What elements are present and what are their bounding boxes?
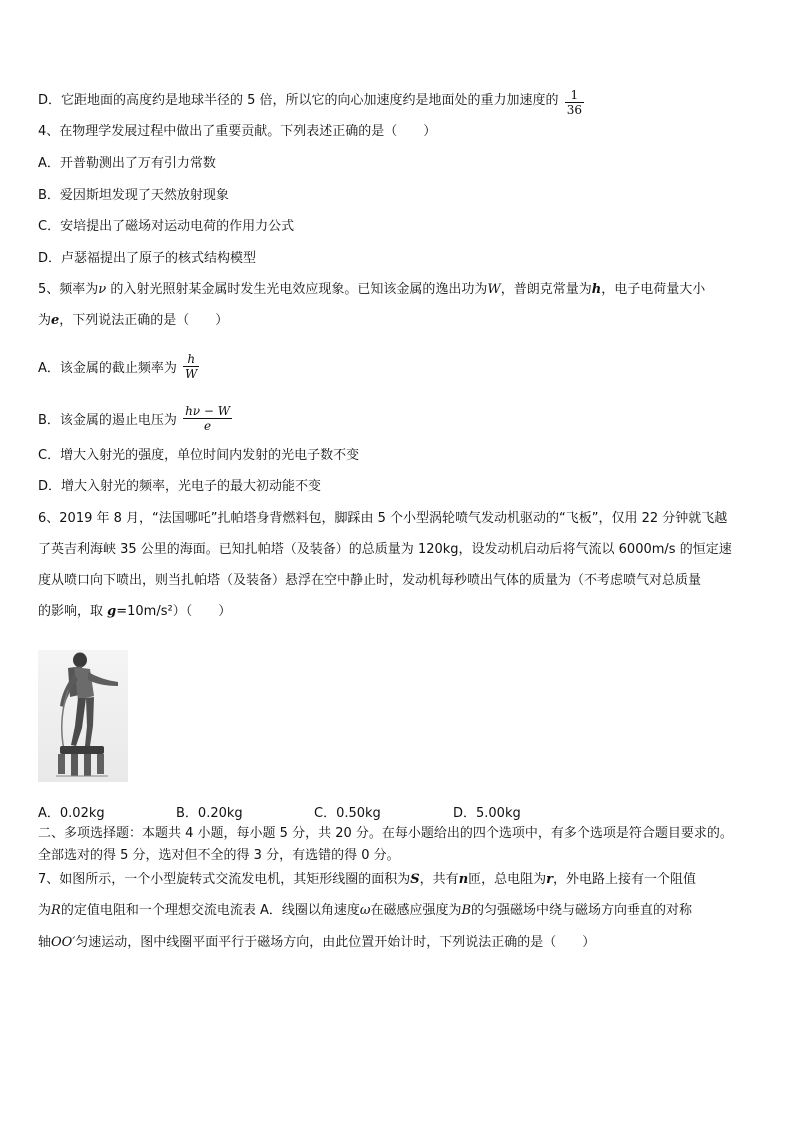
math-r-upper: R [51,903,61,918]
math-g: g [107,604,117,619]
math-b: B [461,903,472,918]
q5-stem-line-2 [38,313,228,329]
text-segment: 5、频率为 [38,282,99,297]
text-segment: 的入射光照射某金属时发生光电效应现象。已知该金属的逸出功为 [110,282,488,297]
q4-option-d: D．卢瑟福提出了原子的核式结构模型 [38,251,257,266]
q4-option-c: C．安培提出了磁场对运动电荷的作用力公式 [38,219,295,234]
q6-option-a: A．0.02kg [38,806,105,821]
fraction-1-36 [565,88,584,117]
math-omega: ω [359,903,371,918]
q5-option-a [38,352,199,381]
text-segment: ，共有 [419,872,459,887]
text-segment: 的定值电阻和一个理想交流电流表 A．线圈以角速度 [60,903,360,918]
q6-option-b: B．0.20kg [176,806,243,821]
q4-option-a: A．开普勒测出了万有引力常数 [38,156,216,171]
q5-option-b-text: B．该金属的遏止电压为 [38,413,177,428]
q6-stem-line-1: 6、2019 年 8 月，“法国哪吒”扎帕塔身背燃料包，脚踩由 5 个小型涡轮喷气发动机驱动的“飞板”，仅用 22 分钟就飞越 [38,511,728,526]
text-segment: 为 [38,313,52,328]
q3-option-d [38,88,584,117]
q6-stem-line-2: 了英吉利海峡 35 公里的海面。已知扎帕塔（及装备）的总质量为 120kg，设发动机启动后将气流以 6000m/s 的恒定速 [38,542,732,557]
q5-stem-line-1 [38,282,705,298]
text-segment: 7、如图所示，一个小型旋转式交流发电机，其矩形线圈的面积为 [38,872,411,887]
text-segment: ，下列说法正确的是（ ） [59,313,229,328]
fraction-denominator: e [204,419,212,433]
q6-option-d: D．5.00kg [453,806,521,821]
text-segment: 轴 [38,935,52,950]
q6-option-c: C．0.50kg [314,806,381,821]
q5-option-a-text: A．该金属的截止频率为 [38,361,177,376]
math-r: r [546,872,554,887]
fraction-numerator: h [183,352,199,367]
text-segment: ，电子电荷量大小 [601,282,706,297]
q3-option-d-text: D．它距地面的高度约是地球半径的 5 倍，所以它的向心加速度约是地面处的重力加速度的 [38,93,559,108]
fraction-hv-minus-w-over-e [183,404,232,433]
fraction-numerator: 1 [565,88,584,103]
q7-stem-line-1 [38,872,696,888]
fraction-h-over-w [183,352,199,381]
text-segment: 为 [38,903,52,918]
text-segment: 匀速运动，图中线圈平面平行于磁场方向，由此位置开始计时，下列说法正确的是（ ） [75,935,596,950]
math-s: S [410,872,420,887]
math-e: e [51,313,60,328]
q4-stem: 4、在物理学发展过程中做出了重要贡献。下列表述正确的是（ ） [38,124,437,139]
q5-option-c: C．增大入射光的强度，单位时间内发射的光电子数不变 [38,448,360,463]
q6-stem-line-4 [38,604,231,620]
q4-option-b: B．爱因斯坦发现了天然放射现象 [38,188,229,203]
q7-stem-line-3 [38,935,595,951]
q7-stem-line-2 [38,903,692,919]
math-h: h [591,282,602,297]
q6-stem-line-3: 度从喷口向下喷出，则当扎帕塔（及装备）悬浮在空中静止时，发动机每秒喷出气体的质量为（不考虑喷气对总质量 [38,573,702,588]
math-nu: ν [98,282,107,297]
fraction-denominator: 36 [566,103,582,117]
text-segment: ，普朗克常量为 [500,282,592,297]
section-2-heading-line-2: 全部选对的得 5 分，选对但不全的得 3 分，有选错的得 0 分。 [38,848,400,863]
flyboard-rider-figure [38,650,128,782]
text-segment: 的匀强磁场中绕与磁场方向垂直的对称 [471,903,693,918]
text-segment: 的影响，取 [38,604,108,619]
text-segment: ，外电路上接有一个阻值 [553,872,697,887]
text-segment: 匝，总电阻为 [468,872,547,887]
text-segment: =10m/s²）（ ） [116,604,232,619]
q5-option-b [38,404,232,433]
math-w: W [487,282,501,297]
math-axis-oo-prime: OO′ [51,935,76,950]
fraction-denominator: W [185,367,198,381]
text-segment: 在磁感应强度为 [370,903,462,918]
fraction-numerator: hν − W [185,404,231,418]
section-2-heading-line-1: 二、多项选择题：本题共 4 小题，每小题 5 分，共 20 分。在每小题给出的四个选项中，有多个选项是符合题目要求的。 [38,826,733,841]
q5-option-d: D．增大入射光的频率，光电子的最大初动能不变 [38,479,322,494]
math-n: n [458,872,469,887]
